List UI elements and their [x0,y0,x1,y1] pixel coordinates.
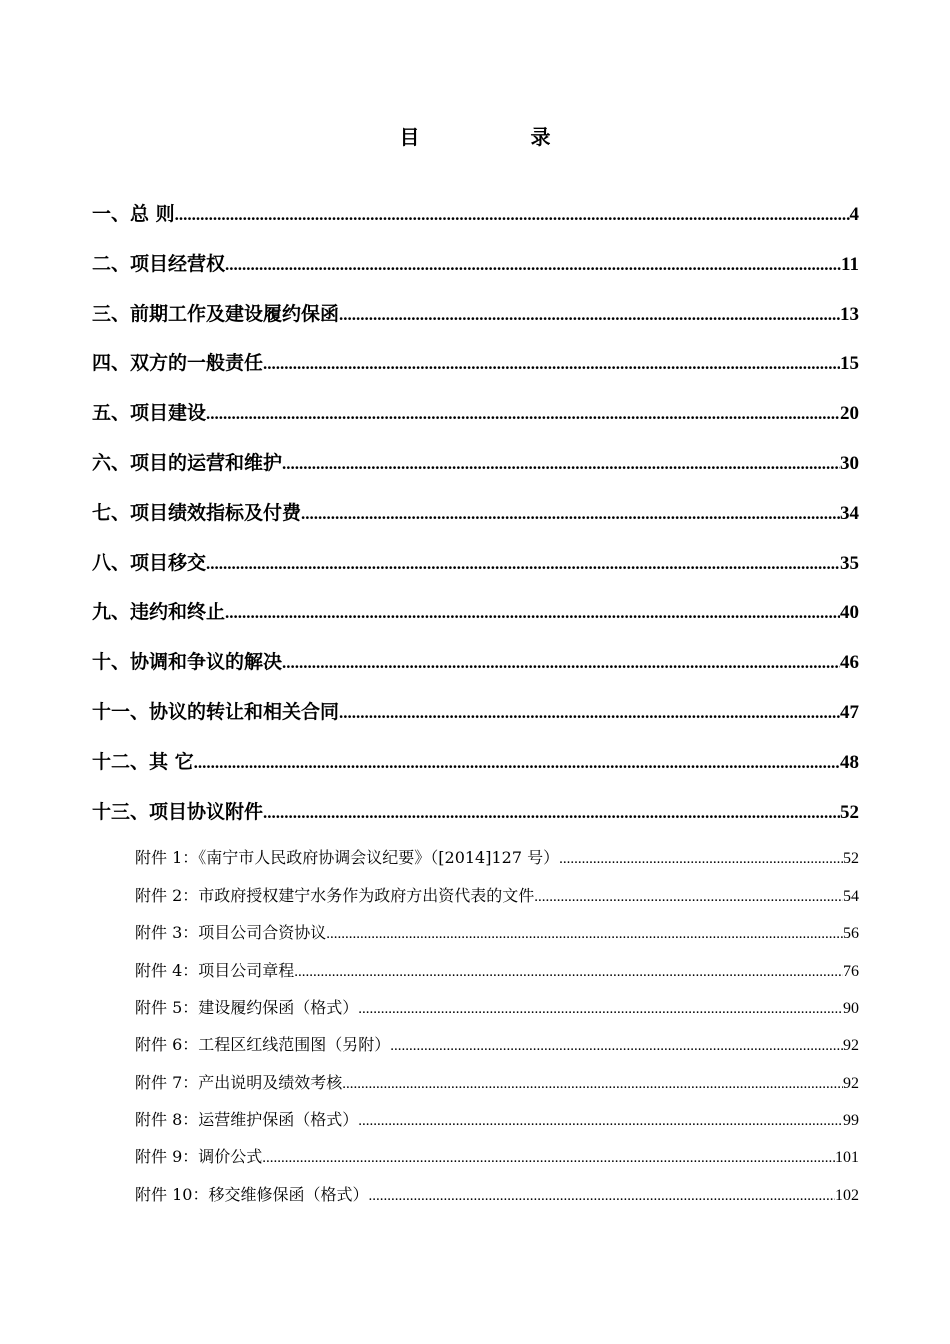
dot-leader [339,298,840,332]
toc-entry[interactable] [92,446,859,496]
dot-leader [194,746,840,780]
toc-entry-page: 47 [840,701,859,723]
toc-sub-entry[interactable] [135,1031,859,1068]
toc-title: 目 录 [399,125,603,149]
toc-entry-label: 三、前期工作及建设履约保函 [92,302,340,325]
toc-entry[interactable] [92,546,859,596]
toc-sub-entry-label: 附件 3：项目公司合资协议 [135,923,327,943]
toc-entry[interactable] [92,197,859,247]
toc-entry-label: 一、总 则 [92,203,175,225]
toc-entry[interactable] [92,695,859,745]
toc-sub-entry-page: 99 [843,1112,859,1130]
toc-sub-entry-label: 附件 6：工程区红线范围图（另附） [135,1035,391,1055]
toc-sub-entry-page: 92 [843,1037,859,1055]
toc-entry-page: 4 [849,204,859,225]
dot-leader [263,347,840,381]
toc-sub-entry[interactable] [135,1181,859,1218]
toc-sub-entry-page: 52 [843,850,859,868]
toc-entry[interactable] [92,297,859,347]
dot-leader [262,1144,835,1172]
toc-entry-page: 20 [840,403,859,425]
dot-leader [358,1107,843,1135]
toc-sub-entry[interactable] [135,957,859,994]
toc-sub-entry-page: 101 [835,1149,859,1167]
toc-entry-label: 十三、项目协议附件 [92,800,264,823]
toc-entry[interactable] [92,496,859,546]
toc-entry-page: 34 [840,502,859,524]
toc-entry-label: 五、项目建设 [92,402,207,425]
toc-entry-label: 四、双方的一般责任 [92,352,264,375]
dot-leader [301,497,840,531]
toc-sub-entry-page: 56 [843,925,859,943]
toc-entry-page: 48 [840,751,859,773]
toc-entry-page: 13 [840,303,859,325]
toc-entry-page: 15 [840,353,859,375]
dot-leader [339,696,840,730]
dot-leader [206,397,840,431]
table-of-contents [92,197,859,1218]
toc-entry-label: 九、违约和终止 [92,601,226,624]
toc-entry[interactable] [92,745,859,795]
dot-leader [326,920,843,948]
dot-leader [225,596,840,630]
toc-entry-page: 35 [840,552,859,574]
toc-entry-label: 十、协调和争议的解决 [92,651,283,674]
toc-sub-entry-page: 54 [843,887,859,905]
toc-sub-entry[interactable] [135,1069,859,1106]
toc-sub-entry[interactable] [135,844,859,881]
toc-entry-label: 十二、其 它 [92,750,194,773]
toc-entry[interactable] [92,645,859,695]
toc-entry[interactable] [92,247,859,297]
dot-leader [358,995,843,1023]
toc-entry-page: 30 [840,452,859,474]
toc-sub-entry[interactable] [135,919,859,956]
toc-entry-label: 六、项目的运营和维护 [92,451,283,474]
toc-sub-entry[interactable] [135,1106,859,1143]
dot-leader [342,1070,843,1098]
dot-leader [559,845,843,873]
toc-sub-entry-label: 附件 10：移交维修保函（格式） [135,1184,369,1204]
toc-sub-entry-label: 附件 7：产出说明及绩效考核 [135,1072,343,1092]
toc-sub-entry-page: 76 [843,962,859,980]
toc-sub-entry-label: 附件 2：市政府授权建宁水务作为政府方出资代表的文件 [135,885,535,905]
toc-entry-page: 11 [841,253,859,275]
dot-leader [368,1182,835,1210]
dot-leader [534,883,843,911]
toc-sub-entry-label: 附件 4：项目公司章程 [135,960,295,980]
toc-sub-entry[interactable] [135,994,859,1031]
toc-sub-entry-page: 90 [843,999,859,1017]
toc-entry[interactable] [92,595,859,645]
dot-leader [282,646,840,680]
toc-entry-label: 二、项目经营权 [92,252,226,275]
dot-leader [282,447,840,481]
dot-leader [294,958,843,986]
toc-sub-entry-label: 附件 9：调价公式 [135,1147,263,1167]
dot-leader [225,248,841,282]
toc-entry[interactable] [92,346,859,396]
toc-entry-label: 八、项目移交 [92,551,207,574]
toc-sub-entry-page: 102 [835,1186,859,1204]
toc-sub-entry-label: 附件 5：建设履约保函（格式） [135,997,359,1017]
toc-entry-label: 七、项目绩效指标及付费 [92,501,302,524]
dot-leader [206,547,840,581]
toc-entry[interactable] [92,795,859,845]
dot-leader [175,198,850,232]
toc-sub-entry[interactable] [135,882,859,919]
toc-entry[interactable] [92,396,859,446]
toc-sub-entry-label: 附件 1：《南宁市人民政府协调会议纪要》（[2014]127 号） [135,848,560,868]
dot-leader [263,796,840,830]
toc-sub-entry-page: 92 [843,1074,859,1092]
toc-sub-entry-label: 附件 8：运营维护保函（格式） [135,1110,359,1130]
toc-entry-label: 十一、协议的转让和相关合同 [92,700,340,723]
dot-leader [390,1032,843,1060]
toc-entry-page: 40 [840,602,859,624]
toc-sub-entry[interactable] [135,1143,859,1180]
toc-entry-page: 46 [840,652,859,674]
toc-entry-page: 52 [840,801,859,823]
